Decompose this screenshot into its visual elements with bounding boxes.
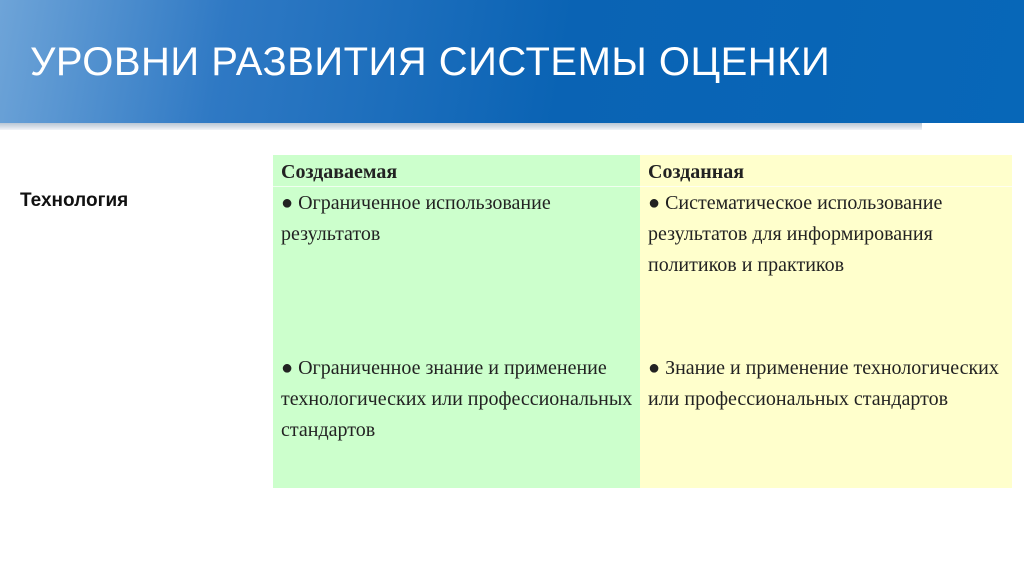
developing-item-standards: ● Ограниченное знание и применение технологических или профессиональных стандартов <box>281 357 633 441</box>
header-divider <box>640 186 1012 187</box>
column-header-developing: Создаваемая <box>281 161 398 183</box>
title-banner-shadow <box>0 123 922 130</box>
slide-title: УРОВНИ РАЗВИТИЯ СИСТЕМЫ ОЦЕНКИ <box>30 40 831 84</box>
header-divider <box>273 186 640 187</box>
column-developing <box>273 155 640 488</box>
established-item-results-use: ● Систематическое использование результатов для информирования политиков и практиков <box>648 192 943 276</box>
developing-item-results-use: ● Ограниченное использование результатов <box>281 192 551 245</box>
column-header-established: Созданная <box>648 161 745 183</box>
established-item-standards: ● Знание и применение технологических или профессиональных стандартов <box>648 357 999 410</box>
row-label-technology: Технология <box>20 190 129 211</box>
column-established <box>640 155 1012 488</box>
